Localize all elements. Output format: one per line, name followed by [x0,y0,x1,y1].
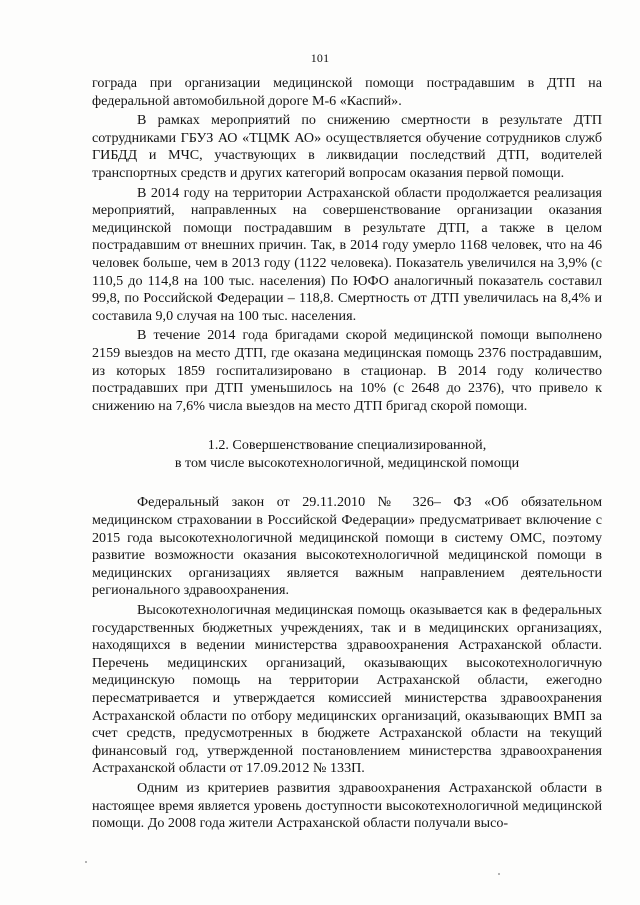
scan-speck [85,861,87,863]
page-number: 101 [310,51,330,65]
section-heading-line-1: 1.2. Совершенствование специализированной, [207,437,487,454]
page-body [92,75,602,833]
paragraph-ambulance-2014: В течение 2014 года бригадами скорой медицинской помощи выполнено 2159 выездов на место ДТП, где оказана медицинская помощь 2376 пострадавшим, из которых 1859 госпитализировано в стационар. В 2014 году количество пострадавших при ДТП уменьшилось на 10% (с 2648 до 2376), что привело к снижению на 7,6% числа выездов на место ДТП бригад скорой помощи. [92,327,602,414]
paragraph-continuation: гограда при организации медицинской помощи пострадавшим в ДТП на федеральной автомобильной дороге М-6 «Каспий». [92,75,602,109]
paragraph-federal-law: Федеральный закон от 29.11.2010 № 326– ФЗ «Об обязательном медицинском страховании в Российской Федерации» предусматривает включение с 2015 года высокотехнологичной медицинской помощи в систему ОМС, поэтому развитие возможности оказания высокотехнологичной медицинской помощи в медицинских организациях является важным направлением деятельности регионального здравоохранения. [92,494,602,599]
section-heading-line-2: в том числе высокотехнологичной, медицинской помощи [174,454,520,471]
paragraph-mortality-2014: В 2014 году на территории Астраханской области продолжается реализация мероприятий, направленных на совершенствование организации оказания медицинской помощи пострадавшим в результате ДТП, а также в целом пострадавшим от внешних причин. Так, в 2014 году умерло 1168 человек, что на 46 человек больше, чем в 2013 году (1122 человека). Показатель увеличился на 3,9% (с 110,5 до 114,8 на 100 тыс. населения) По ЮФО аналогичный показатель составил 99,8, по Российской Федерации – 118,8. Смертность от ДТП увеличилась на 8,4% и составила 9,0 случая на 100 тыс. населения. [92,184,602,324]
scan-speck [498,873,500,875]
section-heading [92,437,602,472]
paragraph-accessibility: Одним из критериев развития здравоохранения Астраханской области в настоящее время является уровень доступности высокотехнологичной медицинской помощи. До 2008 года жители Астраханской области получали высо- [92,779,602,832]
paragraph-training: В рамках мероприятий по снижению смертности в результате ДТП сотрудниками ГБУЗ АО «ТЦМК АО» осуществляется обучение сотрудников служб ГИБДД и МЧС, участвующих в ликвидации последствий ДТП, водителей транспортных средств и других категорий вопросам оказания первой помощи. [92,112,602,181]
paragraph-hitech-care: Высокотехнологичная медицинская помощь оказывается как в федеральных государственных бюджетных учреждениях, так и в медицинских организациях, находящихся в ведении министерства здравоохранения Астраханской области. Перечень медицинских организаций, оказывающих высокотехнологичную медицинскую помощь на территории Астраханской области, ежегодно пересматривается и утверждается комиссией министерства здравоохранения Астраханской области по отбору медицинских организаций, оказывающих ВМП за счет средств, предусмотренных в бюджете Астраханской области на текущий финансовый год, утвержденной постановлением министерства здравоохранения Астраханской области от 17.09.2012 № 133П. [92,602,602,777]
